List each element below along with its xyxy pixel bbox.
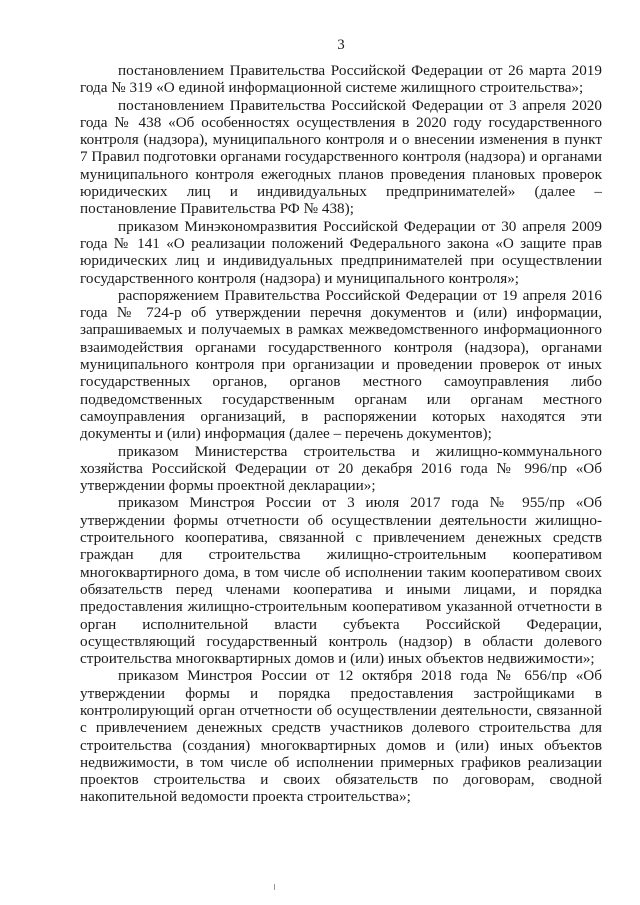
paragraph-directive-724r: распоряжением Правительства Российской Федерации от 19 апреля 2016 года № 724-р об утверждении перечня документов и (или) информации, запрашиваемых и получаемых в рамках межведомственного информационного взаимодействия органами государственного контроля (надзора), органами муниципального контроля при организации и проведении проверок от иных государственных органов, органов местного самоуправления либо подведомственных государственным органам или органам местного самоуправления организаций, в распоряжении которых находятся эти документы и (или) информация (далее – перечень документов); [80, 286, 602, 443]
page-number: 3 [337, 37, 345, 53]
scan-mark [274, 884, 275, 890]
document-page [80, 36, 602, 806]
paragraph-resolution-438: постановлением Правительства Российской Федерации от 3 апреля 2020 года № 438 «Об особенностях осуществления в 2020 году государственного контроля (надзора), муниципального контроля и о внесении изменения в пункт 7 Правил подготовки органами государственного контроля (надзора) и органами муниципального контроля ежегодных планов проведения плановых проверок юридических лиц и индивидуальных предпринимателей» (далее – постановление Правительства РФ № 438); [80, 96, 602, 218]
paragraph-resolution-319: постановлением Правительства Российской Федерации от 26 марта 2019 года № 319 «О единой информационной системе жилищного строительства»; [80, 62, 602, 97]
paragraph-order-656pr: приказом Минстроя России от 12 октября 2018 года № 656/пр «Об утверждении формы и порядка предоставления застройщиками в контролирующий орган отчетности об осуществлении деятельности, связанной с привлечением денежных средств участников долевого строительства для строительства (создания) многоквартирных домов и (или) иных объектов недвижимости, в том числе об исполнении примерных графиков реализации проектов строительства и своих обязательств по договорам, сводной накопительной ведомости проекта строительства»; [80, 667, 602, 806]
paragraph-order-141: приказом Минэкономразвития Российской Федерации от 30 апреля 2009 года № 141 «О реализации положений Федерального закона «О защите прав юридических лиц и индивидуальных предпринимателей при осуществлении государственного контроля (надзора) и муниципального контроля»; [80, 217, 602, 287]
paragraph-order-955pr: приказом Минстроя России от 3 июля 2017 года № 955/пр «Об утверждении формы отчетности об осуществлении деятельности жилищно-строительного кооператива, связанной с привлечением денежных средств граждан для строительства жилищно-строительным кооперативом многоквартирного дома, в том числе об исполнении таким кооперативом своих обязательств перед членами кооператива и иными лицами, и порядка предоставления жилищно-строительным кооперативом указанной отчетности в орган исполнительной власти субъекта Российской Федерации, осуществляющий государственный контроль (надзор) в области долевого строительства многоквартирных домов и (или) иных объектов недвижимости»; [80, 494, 602, 668]
paragraph-order-996pr: приказом Министерства строительства и жилищно-коммунального хозяйства Российской Федерации от 20 декабря 2016 года № 996/пр «Об утверждении формы проектной декларации»; [80, 442, 602, 495]
